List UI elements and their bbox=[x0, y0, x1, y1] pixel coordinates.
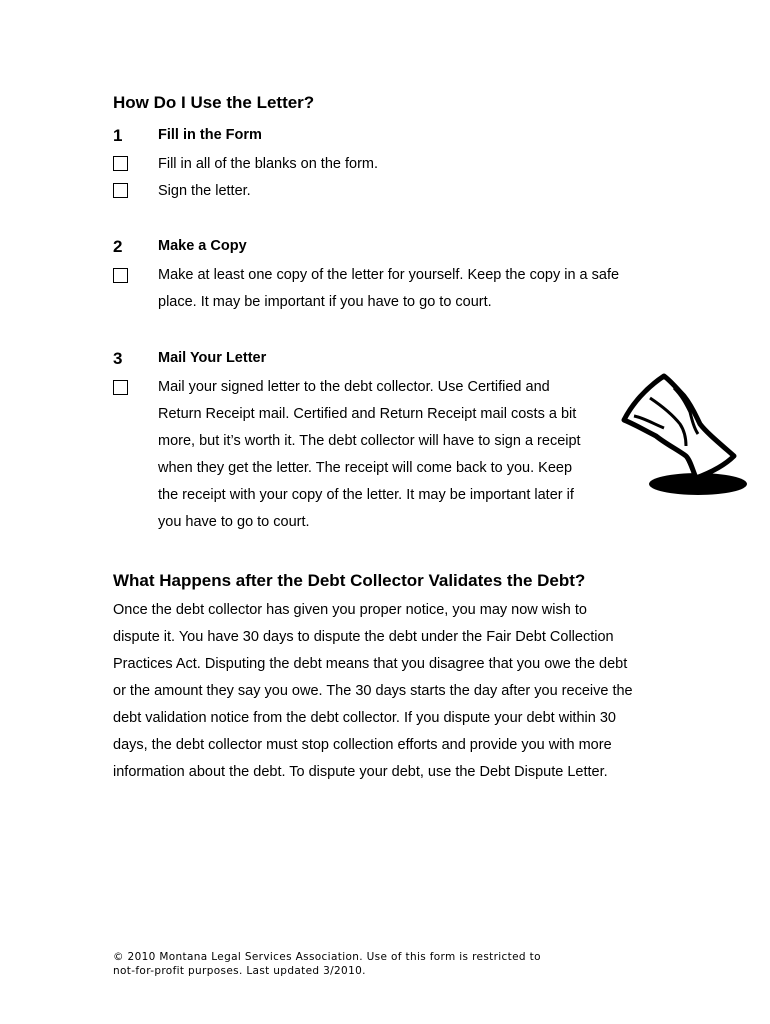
step-2-title: Make a Copy bbox=[158, 238, 247, 254]
step-3-line: more, but it’s worth it. The debt collector will have to sign a receipt bbox=[158, 433, 581, 449]
step-2-line: place. It may be important if you have to go to court. bbox=[158, 294, 492, 310]
section-heading-after-validation: What Happens after the Debt Collector Validates the Debt? bbox=[113, 571, 586, 590]
paragraph-line: information about the debt. To dispute your debt, use the Debt Dispute Letter. bbox=[113, 764, 608, 780]
step-1-item-2: Sign the letter. bbox=[158, 183, 251, 199]
step-3-line: Return Receipt mail. Certified and Return Receipt mail costs a bit bbox=[158, 406, 577, 422]
paragraph-line: Once the debt collector has given you proper notice, you may now wish to bbox=[113, 602, 587, 618]
dispute-paragraph bbox=[113, 597, 673, 786]
step-1-checkbox-2[interactable] bbox=[113, 183, 128, 198]
paragraph-line: days, the debt collector must stop collection efforts and provide you with more bbox=[113, 737, 612, 753]
paragraph-line: dispute it. You have 30 days to dispute the debt under the Fair Debt Collection bbox=[113, 629, 614, 645]
step-2-text bbox=[158, 262, 619, 316]
footer-line-1: © 2010 Montana Legal Services Association. Use of this form is restricted to bbox=[113, 951, 541, 963]
step-3-line: you have to go to court. bbox=[158, 514, 310, 530]
step-3-text bbox=[158, 374, 581, 536]
step-3-number: 3 bbox=[113, 349, 123, 368]
mail-letter-icon bbox=[620, 372, 750, 498]
section-heading-use-letter: How Do I Use the Letter? bbox=[113, 93, 315, 112]
paragraph-line: or the amount they say you owe. The 30 days starts the day after you receive the bbox=[113, 683, 633, 699]
copyright-footer bbox=[113, 950, 543, 978]
step-1-number: 1 bbox=[113, 126, 123, 145]
footer-line-2: not-for-profit purposes. Last updated 3/2010. bbox=[113, 965, 366, 977]
paragraph-line: debt validation notice from the debt collector. If you dispute your debt within 30 bbox=[113, 710, 616, 726]
step-1-checkbox-1[interactable] bbox=[113, 156, 128, 171]
step-2-line: Make at least one copy of the letter for yourself. Keep the copy in a safe bbox=[158, 267, 620, 283]
step-3-line: the receipt with your copy of the letter. It may be important later if bbox=[158, 487, 574, 503]
paragraph-line: Practices Act. Disputing the debt means that you disagree that you owe the debt bbox=[113, 656, 628, 672]
step-1-title: Fill in the Form bbox=[158, 127, 262, 143]
step-3-line: when they get the letter. The receipt will come back to you. Keep bbox=[158, 460, 573, 476]
step-3-line: Mail your signed letter to the debt collector. Use Certified and bbox=[158, 379, 550, 395]
step-3-title: Mail Your Letter bbox=[158, 350, 267, 366]
step-3-checkbox[interactable] bbox=[113, 380, 128, 395]
step-2-number: 2 bbox=[113, 237, 123, 256]
step-2-checkbox[interactable] bbox=[113, 268, 128, 283]
step-1-item-1: Fill in all of the blanks on the form. bbox=[158, 156, 379, 172]
